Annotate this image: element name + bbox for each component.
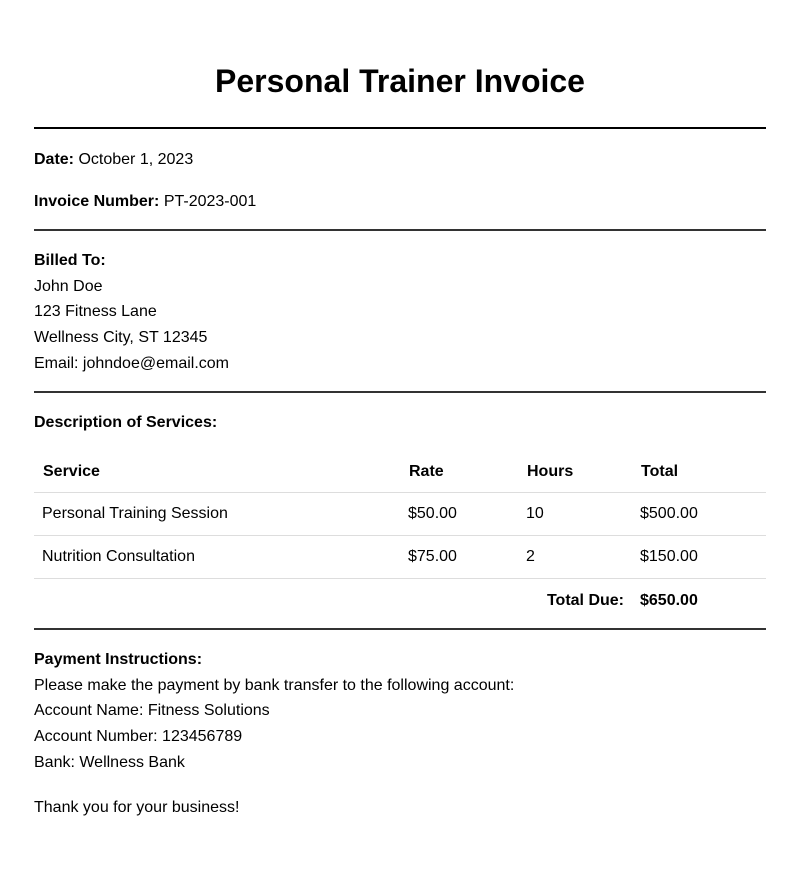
column-header-hours: Hours (518, 452, 632, 493)
date-label: Date: (34, 151, 75, 168)
total-due-label: Total Due: (546, 592, 624, 609)
billed-to-heading: Billed To: (34, 252, 106, 269)
invoice-number-label: Invoice Number: (34, 193, 160, 210)
account-number: Account Number: 123456789 (34, 728, 243, 745)
invoice-date (34, 150, 193, 170)
table-row (34, 493, 766, 536)
bank-name: Bank: Wellness Bank (34, 754, 185, 771)
service-cell: Personal Training Session (34, 493, 400, 536)
account-name: Account Name: Fitness Solutions (34, 702, 270, 719)
invoice-number (34, 192, 256, 212)
client-name: John Doe (34, 278, 103, 295)
client-address-line2: Wellness City, ST 12345 (34, 329, 208, 346)
total-cell: $150.00 (632, 536, 766, 579)
column-header-total: Total (632, 452, 766, 493)
date-value: October 1, 2023 (78, 151, 194, 168)
rate-cell: $50.00 (400, 493, 518, 536)
thank-you-note: Thank you for your business! (34, 799, 240, 816)
column-header-service: Service (34, 452, 400, 493)
hours-cell: 10 (518, 493, 632, 536)
table-row (34, 536, 766, 579)
total-due-row (34, 579, 766, 624)
invoice-number-value: PT-2023-001 (163, 193, 257, 210)
client-email: Email: johndoe@email.com (34, 355, 229, 372)
total-cell: $500.00 (632, 493, 766, 536)
divider (34, 127, 766, 129)
table-header-row (34, 452, 766, 493)
payment-instruction: Please make the payment by bank transfer to the following account: (34, 677, 515, 694)
divider (34, 229, 766, 231)
services-table (34, 452, 766, 623)
hours-cell: 2 (518, 536, 632, 579)
column-header-rate: Rate (400, 452, 518, 493)
total-due-value: $650.00 (640, 592, 698, 609)
divider (34, 628, 766, 630)
rate-cell: $75.00 (400, 536, 518, 579)
service-cell: Nutrition Consultation (34, 536, 400, 579)
page-title: Personal Trainer Invoice (215, 63, 585, 99)
services-heading: Description of Services: (34, 414, 218, 431)
payment-heading: Payment Instructions: (34, 651, 203, 668)
divider (34, 391, 766, 393)
client-address-line1: 123 Fitness Lane (34, 303, 157, 320)
